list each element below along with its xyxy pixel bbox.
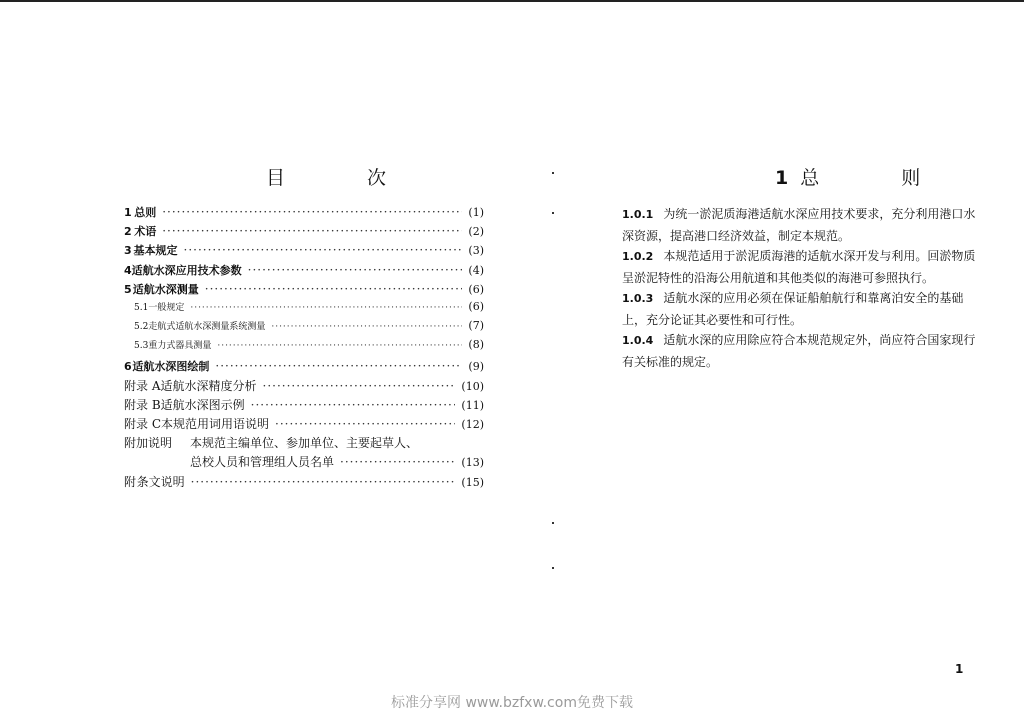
clause-paragraph — [622, 330, 984, 372]
toc-entry-page: (11) — [461, 398, 484, 412]
toc-leader-dots — [275, 417, 455, 431]
toc-entry-number: 5 — [124, 282, 132, 296]
clause-paragraph — [622, 288, 984, 330]
toc-entry-number: 5.2 — [134, 322, 149, 333]
toc-entry-page: (7) — [468, 319, 484, 333]
toc-appendix-prefix: 附录 A — [124, 378, 161, 393]
toc-entry-title: 重力式器具测量 — [148, 341, 212, 352]
toc-leader-dots — [190, 303, 462, 313]
watermark-footer[interactable]: 标准分享网 www.bzfxw.com免费下载 — [391, 695, 633, 711]
toc-entry-number: 5.3 — [134, 341, 149, 352]
toc-entry[interactable] — [124, 204, 484, 223]
toc-entry-title: 条文说明 — [136, 474, 185, 489]
toc-entry-title: 适航水深应用技术参数 — [131, 263, 242, 277]
scan-speck — [552, 567, 554, 569]
toc-entry-number: 5.1 — [134, 302, 149, 313]
toc-leader-dots — [340, 455, 455, 469]
toc-entry[interactable] — [124, 358, 484, 377]
toc-entry-page: (4) — [468, 263, 484, 277]
toc-entry[interactable] — [124, 242, 484, 261]
toc-entry-page: (6) — [468, 282, 484, 296]
toc-entry-title: 适航水深精度分析 — [160, 378, 257, 393]
toc-appendix[interactable] — [124, 434, 484, 453]
toc-entry-number: 2 — [124, 225, 132, 239]
toc-subentry[interactable] — [124, 300, 484, 319]
toc-entry[interactable] — [124, 281, 484, 300]
toc-leader-dots — [205, 282, 463, 296]
clause-number: 1.0.2 — [622, 250, 654, 263]
toc-entry-title: 本规范用词用语说明 — [161, 417, 270, 432]
toc-leader-dots — [251, 398, 456, 412]
toc-entry-number: 1 — [124, 206, 132, 219]
clause-number: 1.0.1 — [622, 208, 654, 221]
toc-leader-dots — [162, 224, 462, 238]
clause-text: 本规范适用于淤泥质海港的适航水深开发与利用。回淤物质呈淤泥特性的沿海公用航道和其他类似的海港可参照执行。 — [622, 249, 976, 285]
toc-entry[interactable] — [124, 262, 484, 281]
toc-leader-dots — [263, 379, 456, 393]
toc-appendix-continuation[interactable] — [124, 453, 484, 472]
toc-entry-title: 基本规定 — [133, 244, 178, 258]
toc-appendix-prefix: 附加说明 — [124, 436, 173, 451]
toc-entry-title: 术语 — [134, 225, 157, 239]
clause-text: 为统一淤泥质海港适航水深应用技术要求，充分利用港口水深资源，提高港口经济效益，制定本规范。 — [622, 207, 976, 243]
clause-number: 1.0.3 — [622, 292, 654, 305]
toc-appendix[interactable] — [124, 415, 484, 434]
toc-entry-page: (15) — [461, 475, 484, 489]
chapter-name: 总 则 — [800, 167, 959, 189]
toc-appendix-prefix: 附录 B — [124, 397, 161, 412]
toc-entry-title: 总则 — [134, 206, 157, 219]
clause-paragraph — [622, 246, 984, 288]
toc-entry-title: 走航式适航水深测量系统测量 — [148, 322, 266, 333]
toc-entry-number: 4 — [124, 263, 132, 277]
toc-leader-dots — [215, 359, 462, 373]
scan-speck — [552, 522, 554, 524]
toc-entry-page: (9) — [468, 359, 484, 373]
toc-leader-dots — [271, 322, 462, 332]
toc-title: 目 次 — [266, 167, 425, 189]
toc-entry[interactable] — [124, 223, 484, 242]
toc-entry-page: (13) — [461, 456, 484, 470]
top-border-line — [0, 0, 1024, 2]
toc-appendix[interactable] — [124, 473, 484, 492]
toc-leader-dots — [217, 341, 462, 351]
toc-leader-dots — [191, 475, 456, 489]
chapter-body — [622, 204, 984, 372]
scan-speck — [552, 212, 554, 214]
chapter-title — [775, 163, 958, 190]
table-of-contents — [124, 204, 484, 492]
toc-entry-page: (6) — [468, 299, 484, 313]
toc-leader-dots — [248, 263, 463, 277]
toc-entry-title: 本规范主编单位、参加单位、主要起草人、 — [190, 436, 419, 451]
toc-entry-page: (1) — [468, 206, 484, 219]
toc-entry-title: 一般规定 — [148, 302, 185, 313]
clause-text: 适航水深的应用必须在保证船舶航行和靠离泊安全的基础上，充分论证其必要性和可行性。 — [622, 291, 964, 327]
toc-entry-number: 3 — [124, 244, 132, 258]
toc-entry-title: 适航水深测量 — [132, 282, 199, 296]
clause-paragraph — [622, 204, 984, 246]
toc-leader-dots — [184, 243, 463, 257]
toc-entry-page: (12) — [461, 418, 484, 432]
toc-entry-page: (8) — [468, 338, 484, 352]
toc-appendix[interactable] — [124, 396, 484, 415]
toc-entry-title: 适航水深图示例 — [160, 397, 245, 412]
toc-subentry[interactable] — [124, 338, 484, 357]
toc-entry-number: 6 — [124, 359, 132, 373]
toc-entry-page: (3) — [468, 244, 484, 258]
toc-appendix-prefix: 附 — [124, 474, 137, 489]
chapter-number: 1 — [775, 167, 789, 189]
toc-subentry[interactable] — [124, 319, 484, 338]
toc-leader-dots — [162, 205, 462, 219]
page-number: 1 — [955, 662, 964, 676]
toc-entry-title: 适航水深图绘制 — [132, 359, 210, 373]
toc-entry-page: (10) — [461, 379, 484, 393]
toc-entry-page: (2) — [468, 225, 484, 239]
scan-speck — [552, 172, 554, 174]
clause-text: 适航水深的应用除应符合本规范规定外，尚应符合国家现行有关标准的规定。 — [622, 333, 976, 369]
toc-entry-title: 总校人员和管理组人员名单 — [190, 455, 335, 470]
toc-appendix-prefix: 附录 C — [124, 417, 161, 432]
clause-number: 1.0.4 — [622, 334, 654, 347]
toc-appendix[interactable] — [124, 377, 484, 396]
